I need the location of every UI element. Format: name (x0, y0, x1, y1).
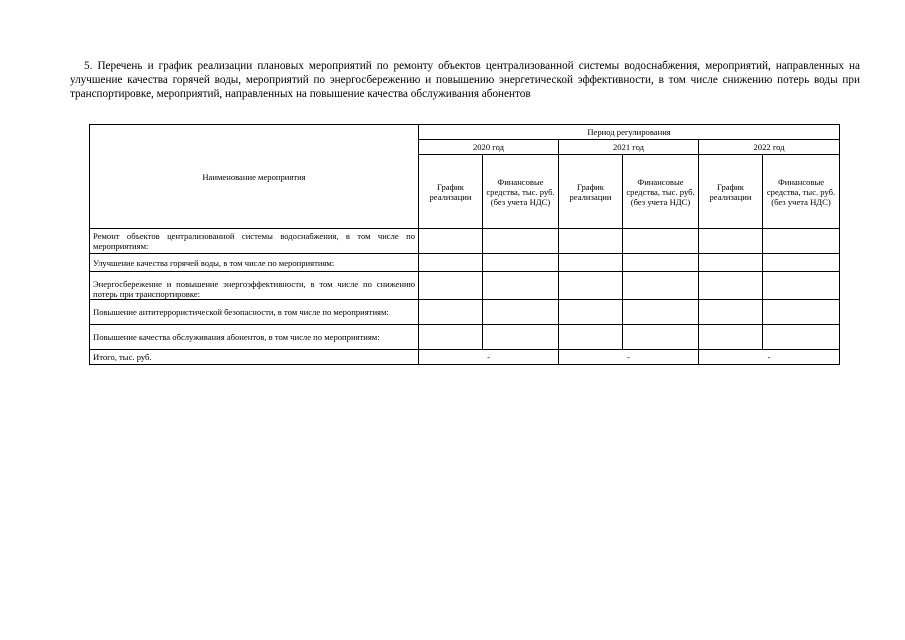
table-cell (699, 254, 763, 272)
table-row (90, 229, 840, 254)
section-heading: 5. Перечень и график реализации плановых мероприятий по ремонту объектов централизованной системы водоснабжения, мероприятий, направленных на улучшение качества горячей воды, мероприятий по энергосбережению и повышению энергетической эффективности, в том числе снижению потерь воды при транспортировке, мероприятий, направленных на повышение качества обслуживания абонентов (70, 60, 860, 100)
table-cell (419, 325, 483, 350)
table-row (90, 272, 840, 300)
row-name: Ремонт объектов централизованной системы водоснабжения, в том числе по мероприятиям: (90, 229, 419, 254)
column-header-period: Период регулирования (419, 125, 840, 140)
table-cell (623, 254, 699, 272)
table-cell (699, 300, 763, 325)
column-header-schedule: График реализации (699, 155, 763, 229)
column-header-schedule: График реализации (419, 155, 483, 229)
row-name: Повышение антитеррористической безопасности, в том числе по мероприятиям: (90, 300, 419, 325)
row-name: Улучшение качества горячей воды, в том числе по мероприятиям: (90, 254, 419, 272)
table-cell (419, 300, 483, 325)
total-value: - (699, 350, 840, 365)
column-header-name: Наименование мероприятия (90, 125, 419, 229)
table-cell (559, 272, 623, 300)
table-cell (559, 254, 623, 272)
table-header-row (90, 125, 840, 140)
row-name: Энергосбережение и повышение энергоэффективности, в том числе по снижению потерь при транспортировке: (90, 272, 419, 300)
table-cell (419, 272, 483, 300)
table-cell (623, 300, 699, 325)
table-total-row (90, 350, 840, 365)
column-header-year: 2020 год (419, 140, 559, 155)
table-cell (483, 229, 559, 254)
table-cell (699, 325, 763, 350)
total-label: Итого, тыс. руб. (90, 350, 419, 365)
table-cell (763, 272, 840, 300)
total-value: - (419, 350, 559, 365)
table-cell (559, 229, 623, 254)
column-header-year: 2022 год (699, 140, 840, 155)
row-name: Повышение качества обслуживания абонентов, в том числе по мероприятиям: (90, 325, 419, 350)
column-header-year: 2021 год (559, 140, 699, 155)
table-cell (483, 254, 559, 272)
table-cell (419, 254, 483, 272)
table-cell (483, 300, 559, 325)
table-row (90, 325, 840, 350)
table-cell (559, 325, 623, 350)
table-row (90, 300, 840, 325)
column-header-schedule: График реализации (559, 155, 623, 229)
measures-table (89, 124, 840, 365)
column-header-finance: Финансовые средства, тыс. руб. (без учета НДС) (623, 155, 699, 229)
total-value: - (559, 350, 699, 365)
column-header-finance: Финансовые средства, тыс. руб. (без учета НДС) (483, 155, 559, 229)
column-header-finance: Финансовые средства, тыс. руб. (без учета НДС) (763, 155, 840, 229)
table-cell (623, 229, 699, 254)
table-row (90, 254, 840, 272)
table-cell (419, 229, 483, 254)
table-cell (763, 300, 840, 325)
table-cell (483, 325, 559, 350)
table-cell (699, 229, 763, 254)
table-cell (483, 272, 559, 300)
table-cell (623, 272, 699, 300)
table-cell (763, 229, 840, 254)
table-cell (763, 254, 840, 272)
table-cell (559, 300, 623, 325)
table-cell (699, 272, 763, 300)
table-cell (623, 325, 699, 350)
table-cell (763, 325, 840, 350)
